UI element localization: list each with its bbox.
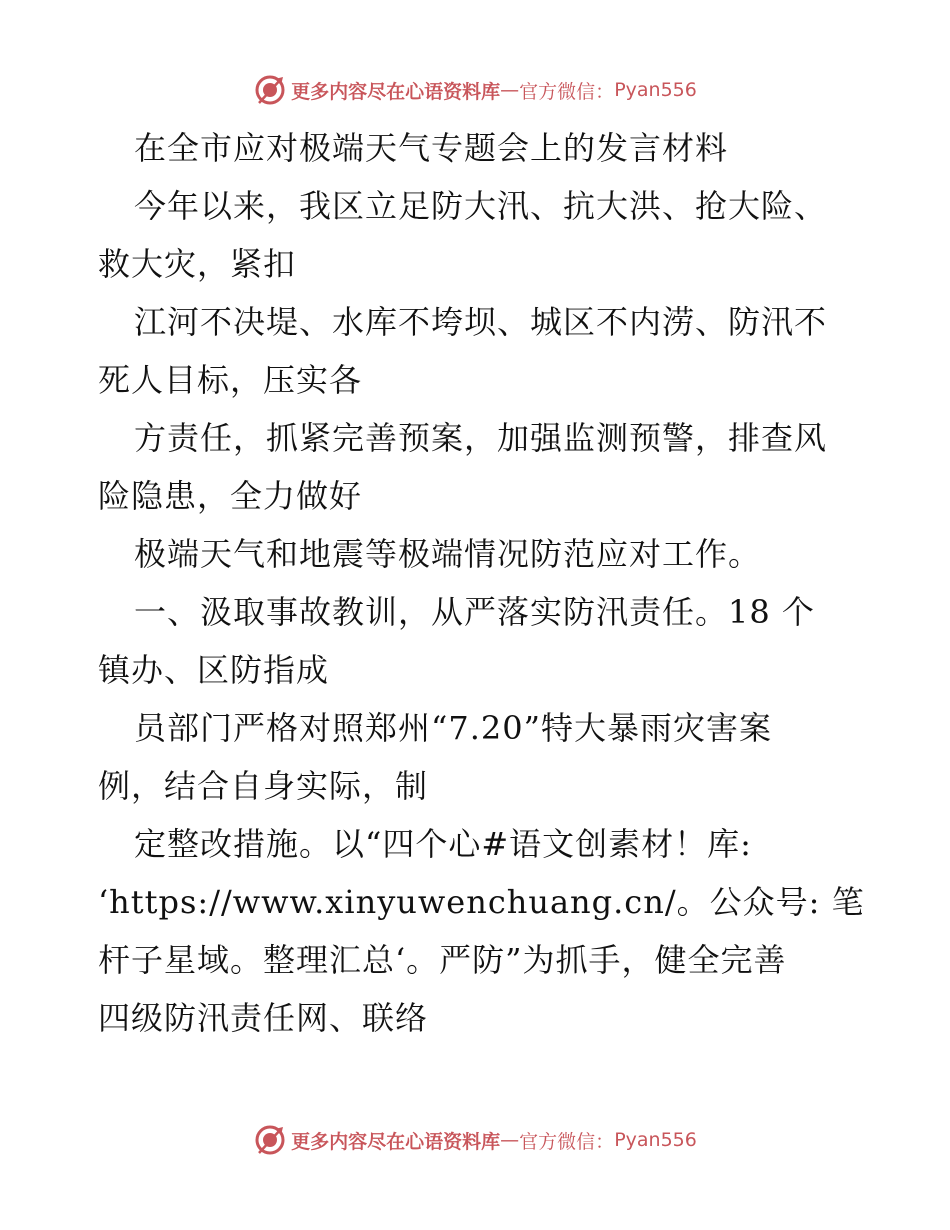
watermark-official-label: 官方微信： — [519, 80, 615, 103]
paragraph-line: 江河不决堤、水库不垮坝、城区不内涝、防汛不 — [134, 303, 828, 341]
watermark-brand-text: 更多内容尽在心语资料库 — [291, 1130, 501, 1153]
header-watermark-banner — [0, 70, 950, 110]
watermark-dash: — — [500, 79, 520, 101]
paragraph-line: 杆子星域。整理汇总‘。严防”为抓手，健全完善 — [98, 941, 787, 979]
document-title: 在全市应对极端天气专题会上的发言材料 — [134, 129, 729, 167]
paragraph-line: 救大灾，紧扣 — [98, 245, 297, 283]
paragraph-line: ‘https://www.xinyuwenchuang.cn/。公众号: 笔 — [98, 883, 865, 921]
watermark-wechat-id: Pyan556 — [614, 79, 697, 101]
paragraph-line: 方责任，抓紧完善预案，加强监测预警，排查风 — [134, 419, 828, 457]
quill-logo-icon — [253, 1123, 287, 1157]
paragraph-line: 四级防汛责任网、联络 — [98, 999, 429, 1037]
paragraph-line: 镇办、区防指成 — [98, 651, 330, 689]
watermark-official-label: 官方微信： — [519, 1130, 615, 1153]
paragraph-line: 险隐患，全力做好 — [98, 477, 363, 515]
watermark-brand-text: 更多内容尽在心语资料库 — [291, 80, 501, 103]
paragraph-line: 今年以来，我区立足防大汛、抗大洪、抢大险、 — [134, 187, 828, 225]
paragraph-line: 极端天气和地震等极端情况防范应对工作。 — [134, 535, 762, 573]
paragraph-line: 定整改措施。以“四个心#语文创素材！库: — [134, 825, 752, 863]
quill-logo-icon — [253, 73, 287, 107]
footer-watermark-banner — [0, 1120, 950, 1160]
paragraph-line: 死人目标，压实各 — [98, 361, 363, 399]
watermark-dash: — — [500, 1129, 520, 1151]
paragraph-line: 一、汲取事故教训，从严落实防汛责任。18 个 — [134, 593, 815, 631]
watermark-wechat-id: Pyan556 — [614, 1129, 697, 1151]
paragraph-line: 例，结合自身实际，制 — [98, 767, 429, 805]
paragraph-line: 员部门严格对照郑州“7.20”特大暴雨灾害案 — [134, 709, 772, 747]
